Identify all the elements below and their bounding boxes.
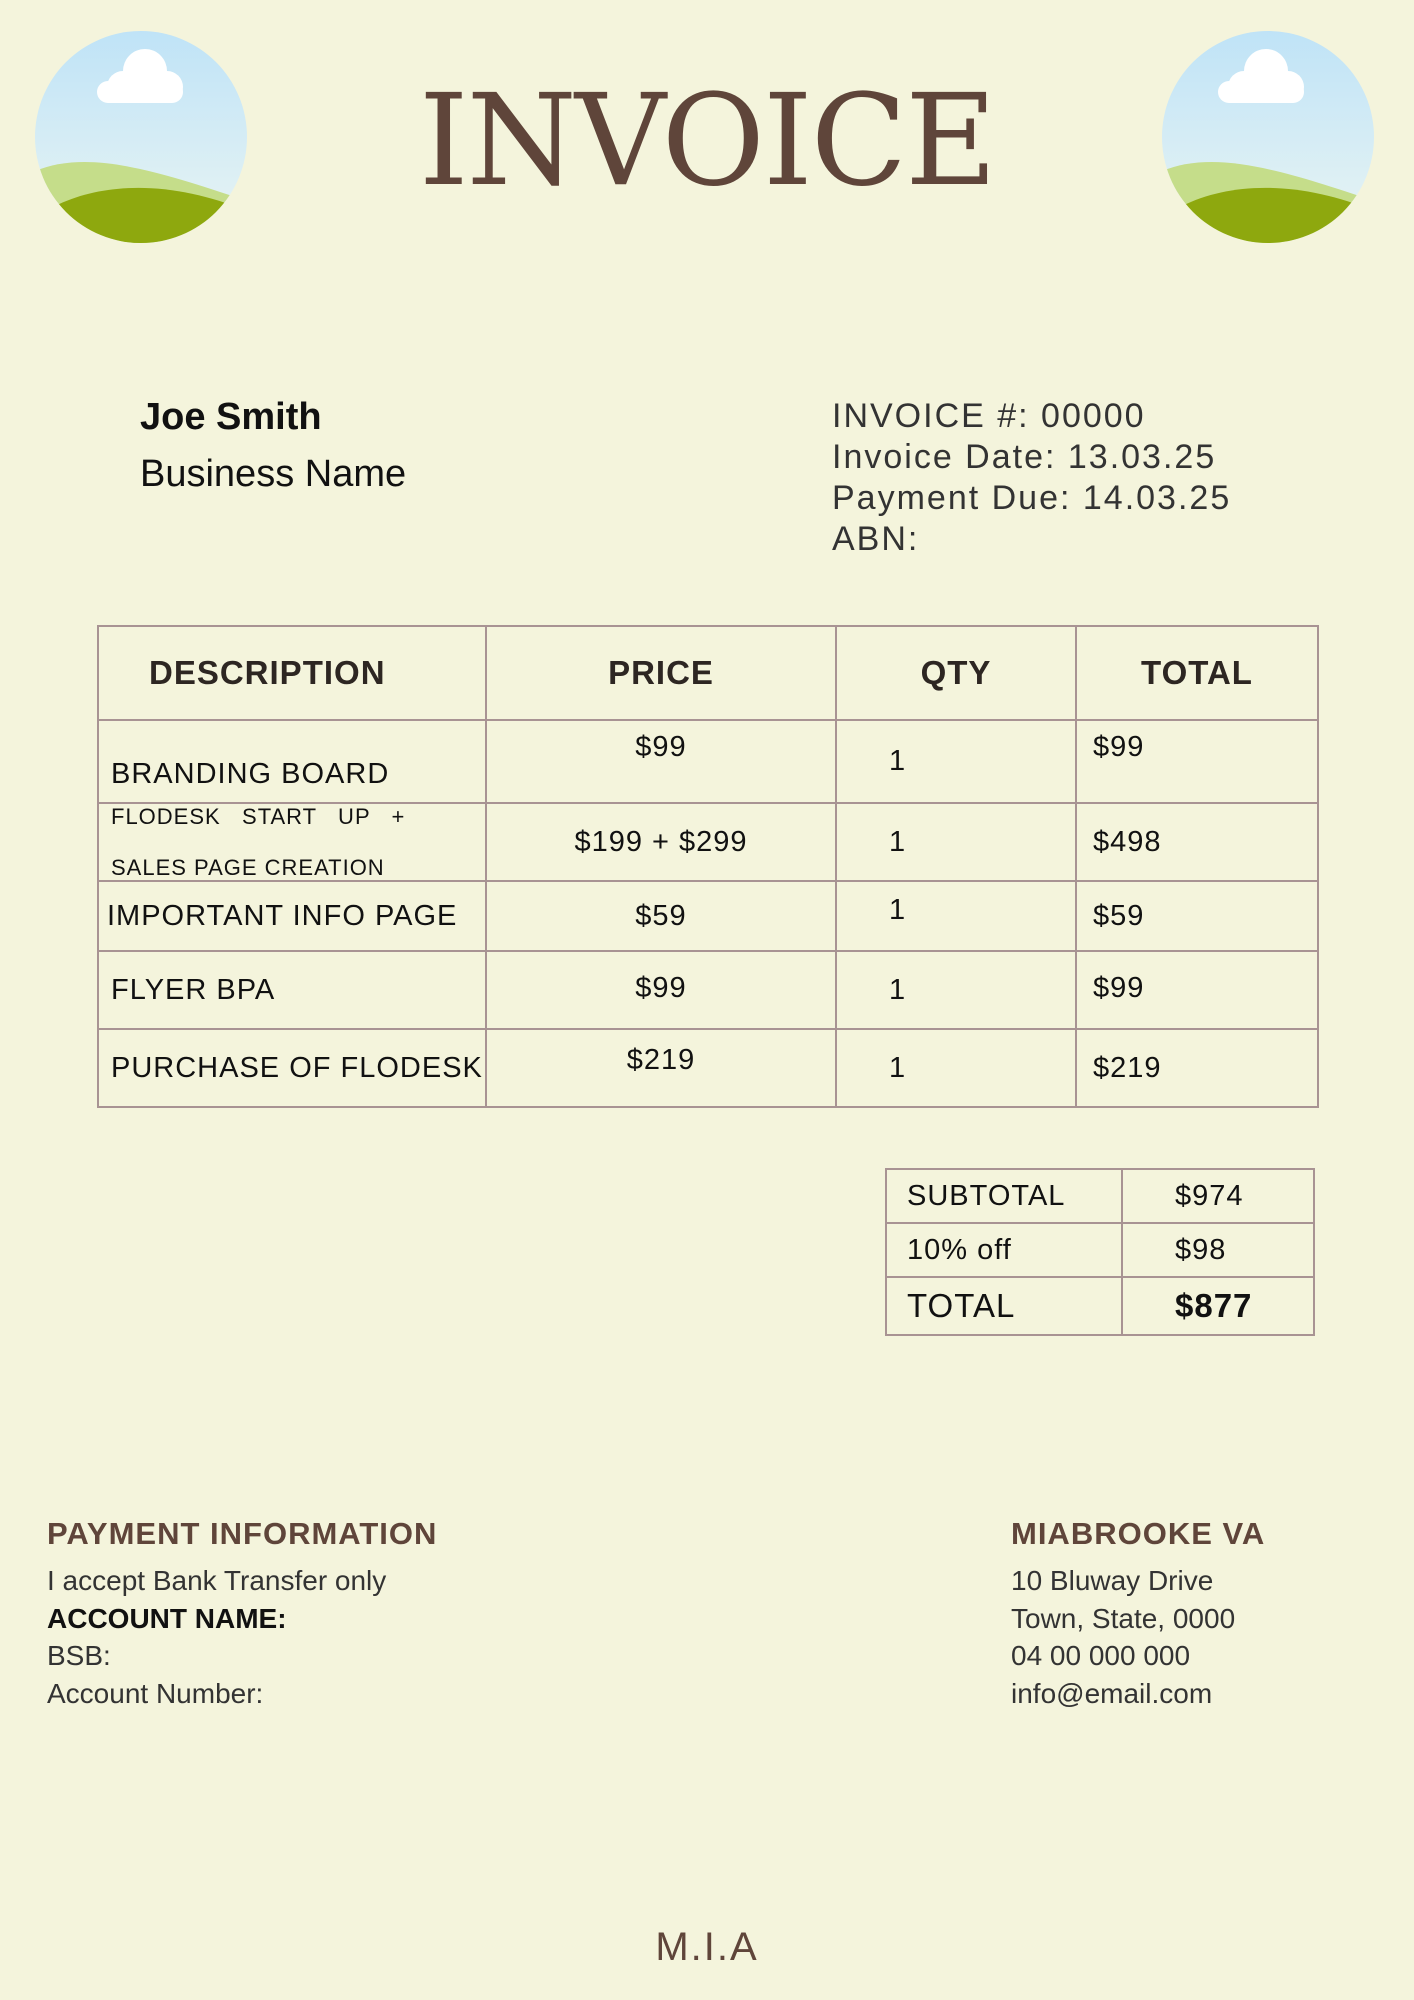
header-qty: QTY [836, 626, 1076, 720]
row-qty: 1 [836, 951, 1076, 1029]
row-price: $199 + $299 [486, 803, 836, 881]
client-business-name: Business Name [140, 453, 407, 495]
total-label: TOTAL [886, 1277, 1122, 1335]
row-price: $99 [486, 951, 836, 1029]
row-total: $59 [1076, 881, 1318, 951]
account-name-label: ACCOUNT NAME: [47, 1602, 287, 1634]
subtotal-row [886, 1169, 1314, 1223]
invoice-number: INVOICE #: 00000 [832, 397, 1146, 435]
invoice-date: Invoice Date: 13.03.25 [832, 438, 1217, 476]
business-address-line2: Town, State, 0000 [1011, 1602, 1236, 1634]
discount-label: 10% off [886, 1223, 1122, 1277]
row-total: $99 [1076, 951, 1318, 1029]
row-qty: 1 [836, 881, 1076, 951]
table-row [98, 881, 1318, 951]
business-name: MIABROOKE VA [1011, 1516, 1266, 1551]
business-details [1011, 1516, 1391, 1712]
total-row [886, 1277, 1314, 1335]
header-description: DESCRIPTION [98, 626, 486, 720]
subtotal-label: SUBTOTAL [886, 1169, 1122, 1223]
row-description [98, 803, 486, 881]
row-qty: 1 [836, 803, 1076, 881]
row-price: $99 [486, 720, 836, 803]
table-row [98, 1029, 1318, 1107]
payment-information-title: PAYMENT INFORMATION [47, 1516, 438, 1551]
items-header-row [98, 626, 1318, 720]
payment-note: I accept Bank Transfer only [47, 1565, 387, 1596]
row-description-line: SALES PAGE CREATION [111, 855, 385, 880]
table-row [98, 720, 1318, 803]
row-price: $219 [486, 1029, 836, 1107]
discount-value: $98 [1122, 1223, 1314, 1277]
invoice-meta [832, 396, 1231, 560]
row-description-line: FLODESK START UP + [111, 804, 406, 829]
items-table [97, 625, 1319, 1108]
subtotal-value: $974 [1122, 1169, 1314, 1223]
total-value: $877 [1122, 1277, 1314, 1335]
business-address-line1: 10 Bluway Drive [1011, 1565, 1214, 1596]
row-total: $498 [1076, 803, 1318, 881]
discount-row [886, 1223, 1314, 1277]
table-row [98, 951, 1318, 1029]
header-price: PRICE [486, 626, 836, 720]
business-phone: 04 00 000 000 [1011, 1640, 1191, 1671]
payment-information [47, 1516, 647, 1712]
row-qty: 1 [836, 720, 1076, 803]
row-description: BRANDING BOARD [98, 720, 486, 803]
client-name: Joe Smith [140, 396, 322, 438]
row-price: $59 [486, 881, 836, 951]
row-description: FLYER BPA [98, 951, 486, 1029]
business-email: info@email.com [1011, 1677, 1213, 1709]
payment-due: Payment Due: 14.03.25 [832, 479, 1232, 517]
row-description: PURCHASE OF FLODESK [98, 1029, 486, 1107]
invoice-title: INVOICE [418, 67, 996, 214]
row-total: $99 [1076, 720, 1318, 803]
row-description: IMPORTANT INFO PAGE [98, 881, 486, 951]
header-total: TOTAL [1076, 626, 1318, 720]
summary-table [885, 1168, 1315, 1336]
bsb-label: BSB: [47, 1640, 111, 1671]
table-row [98, 803, 1318, 881]
row-total: $219 [1076, 1029, 1318, 1107]
account-number-label: Account Number: [47, 1677, 264, 1709]
row-qty: 1 [836, 1029, 1076, 1107]
monogram: M.I.A [655, 1925, 759, 1969]
abn: ABN: [832, 520, 920, 558]
